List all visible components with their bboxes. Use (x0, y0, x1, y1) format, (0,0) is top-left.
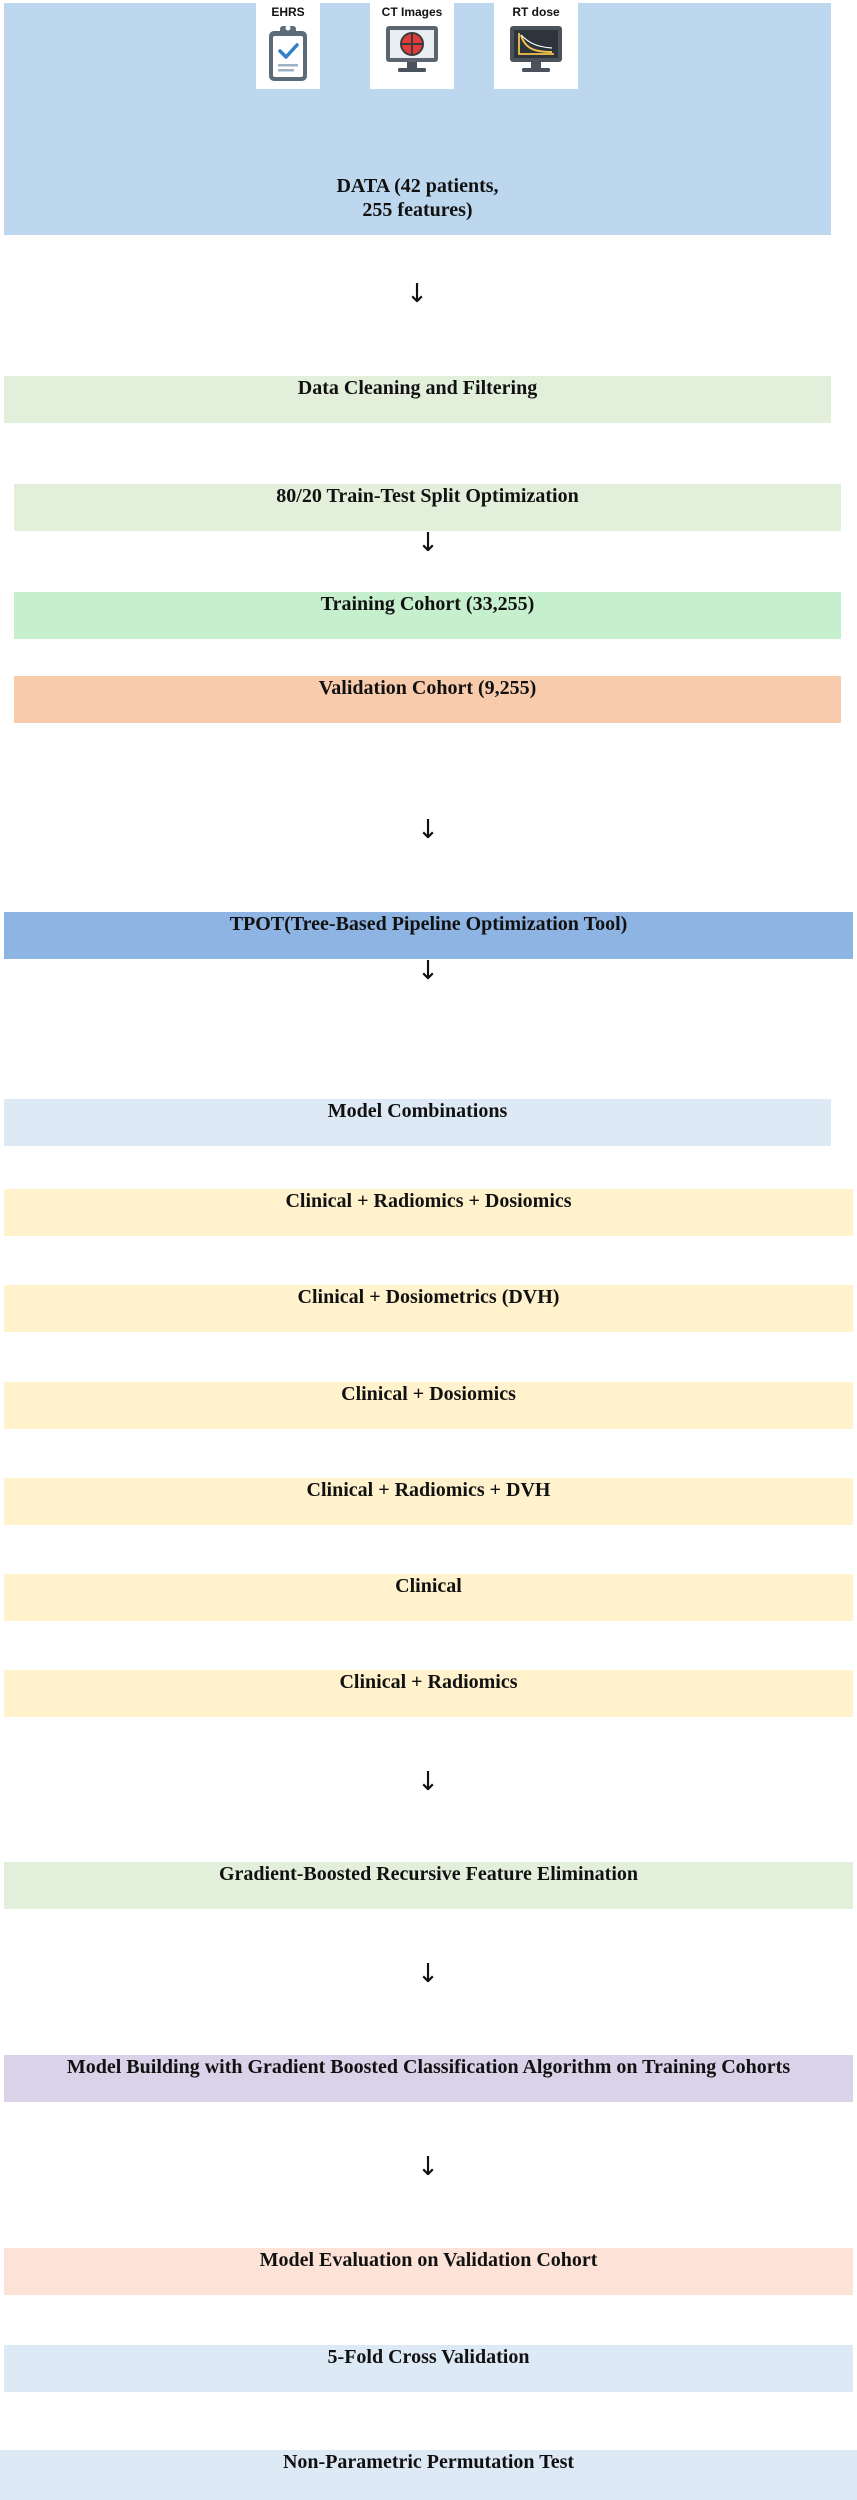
model-building-step: Model Building with Gradient Boosted Classification Algorithm on Training Cohorts (4, 2055, 853, 2102)
data-box-line2: 255 features) (362, 198, 473, 221)
ct-images-card (370, 3, 454, 89)
permutation-test-step: Non-Parametric Permutation Test (0, 2450, 857, 2500)
combo-option: Clinical + Radiomics (4, 1670, 853, 1717)
train-test-split-step: 80/20 Train-Test Split Optimization (14, 484, 841, 531)
data-cleaning-step: Data Cleaning and Filtering (4, 376, 831, 423)
combo-option: Clinical + Dosiomics (4, 1382, 853, 1429)
combo-option: Clinical + Radiomics + Dosiomics (4, 1189, 853, 1236)
ct-images-label: CT Images (381, 5, 443, 19)
combo-option: Clinical + Radiomics + DVH (4, 1478, 853, 1525)
arrow-down-icon: ↓ (417, 528, 439, 558)
rt-dose-label: RT dose (512, 5, 560, 19)
clipboard-check-icon (265, 23, 311, 83)
arrow-down-icon: ↓ (417, 956, 439, 986)
model-evaluation-step: Model Evaluation on Validation Cohort (4, 2248, 853, 2295)
model-combinations-step: Model Combinations (4, 1099, 831, 1146)
training-cohort-step: Training Cohort (33,255) (14, 592, 841, 639)
arrow-down-icon: ↓ (417, 815, 439, 845)
cross-validation-step: 5-Fold Cross Validation (4, 2345, 853, 2392)
feature-elimination-step: Gradient-Boosted Recursive Feature Elimination (4, 1862, 853, 1909)
dose-curve-monitor-icon (507, 23, 565, 75)
data-box-line1: DATA (42 patients, (336, 174, 499, 197)
tpot-step: TPOT(Tree-Based Pipeline Optimization Tool) (4, 912, 853, 959)
ehrs-card (256, 3, 320, 89)
arrow-down-icon: ↓ (417, 1767, 439, 1797)
arrow-down-icon: ↓ (417, 2152, 439, 2182)
combo-option: Clinical + Dosiometrics (DVH) (4, 1285, 853, 1332)
arrow-down-icon: ↓ (406, 279, 428, 309)
rt-dose-card (494, 3, 578, 89)
arrow-down-icon: ↓ (417, 1959, 439, 1989)
ehrs-label: EHRS (271, 5, 305, 19)
combo-option: Clinical (4, 1574, 853, 1621)
validation-cohort-step: Validation Cohort (9,255) (14, 676, 841, 723)
ct-monitor-icon (383, 23, 441, 75)
